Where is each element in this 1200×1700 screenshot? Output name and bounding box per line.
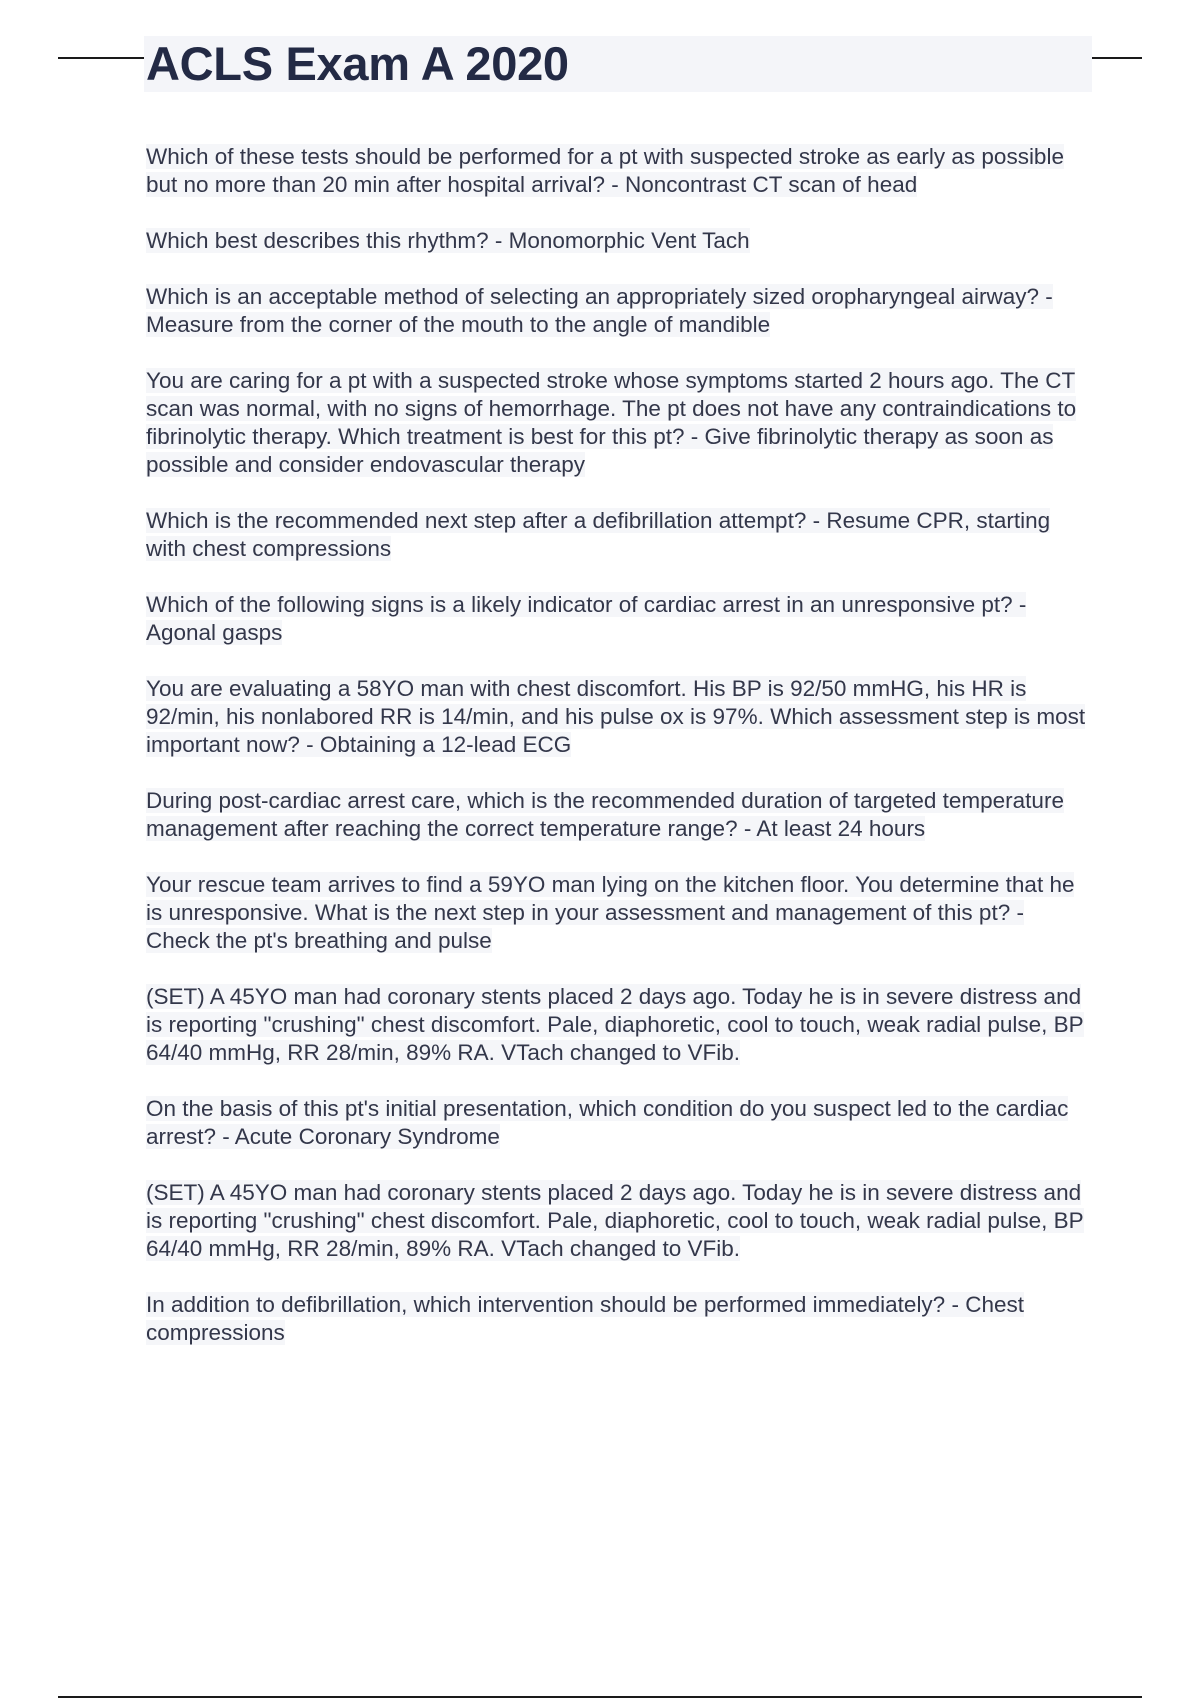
- qa-text: Which is an acceptable method of selecting an appropriately sized oropharyngeal airway? - Measure from the corner of the mouth to the angle of mandible: [146, 284, 1053, 337]
- qa-text: Which of these tests should be performed for a pt with suspected stroke as early as possible but no more than 20 min after hospital arrival? - Noncontrast CT scan of head: [146, 144, 1064, 197]
- qa-item: [146, 507, 1092, 563]
- qa-text: During post-cardiac arrest care, which is the recommended duration of targeted temperature management after reaching the correct temperature range? - At least 24 hours: [146, 788, 1064, 841]
- qa-item: [146, 1291, 1092, 1347]
- qa-item: [146, 367, 1092, 479]
- qa-text: In addition to defibrillation, which intervention should be performed immediately? - Chest compressions: [146, 1292, 1024, 1345]
- document-title: ACLS Exam A 2020: [146, 37, 569, 90]
- header-rule-right: [1092, 57, 1142, 59]
- qa-text: (SET) A 45YO man had coronary stents placed 2 days ago. Today he is in severe distress and is reporting "crushing" chest discomfort. Pale, diaphoretic, cool to touch, weak radial pulse, BP 64/40 mmHg, RR 28/min, 89% RA. VTach changed to VFib.: [146, 1180, 1084, 1261]
- qa-item: [146, 143, 1092, 199]
- qa-text: Which of the following signs is a likely indicator of cardiac arrest in an unresponsive pt? - Agonal gasps: [146, 592, 1027, 645]
- qa-item: [146, 283, 1092, 339]
- qa-item: [146, 227, 1092, 255]
- qa-item: [146, 787, 1092, 843]
- qa-text: (SET) A 45YO man had coronary stents placed 2 days ago. Today he is in severe distress and is reporting "crushing" chest discomfort. Pale, diaphoretic, cool to touch, weak radial pulse, BP 64/40 mmHg, RR 28/min, 89% RA. VTach changed to VFib.: [146, 984, 1084, 1065]
- qa-text: You are evaluating a 58YO man with chest discomfort. His BP is 92/50 mmHG, his HR is 92/min, his nonlabored RR is 14/min, and his pulse ox is 97%. Which assessment step is most important now? - Obtaining a 12-lead ECG: [146, 676, 1086, 757]
- qa-text: Which best describes this rhythm? - Monomorphic Vent Tach: [146, 228, 750, 253]
- qa-text: You are caring for a pt with a suspected stroke whose symptoms started 2 hours ago. The CT scan was normal, with no signs of hemorrhage. The pt does not have any contraindications to fibrinolytic therapy. Which treatment is best for this pt? - Give fibrinolytic therapy as soon as possible and consider endovascular therapy: [146, 368, 1077, 477]
- qa-item: [146, 1095, 1092, 1151]
- question-answer-list: [146, 143, 1092, 1375]
- qa-item: [146, 591, 1092, 647]
- qa-item: [146, 983, 1092, 1067]
- qa-item: [146, 675, 1092, 759]
- header-rule-left: [58, 57, 146, 59]
- qa-text: Which is the recommended next step after a defibrillation attempt? - Resume CPR, starting with chest compressions: [146, 508, 1051, 561]
- qa-item: [146, 1179, 1092, 1263]
- qa-text: On the basis of this pt's initial presentation, which condition do you suspect led to the cardiac arrest? - Acute Coronary Syndrome: [146, 1096, 1069, 1149]
- footer-rule: [58, 1696, 1142, 1698]
- qa-text: Your rescue team arrives to find a 59YO man lying on the kitchen floor. You determine that he is unresponsive. What is the next step in your assessment and management of this pt? - Check the pt's breathing and pulse: [146, 872, 1075, 953]
- qa-item: [146, 871, 1092, 955]
